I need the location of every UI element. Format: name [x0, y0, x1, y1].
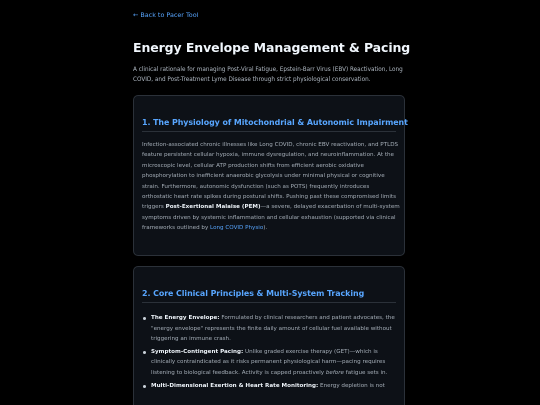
list-item-text: Formulated by clinical researchers and patient advocates, the "energy envelope" represents the finite daily amount of cellular fuel available without triggering an immune crash. [151, 315, 395, 343]
back-to-pacer-tool-link[interactable]: ← Back to Pacer Tool [133, 11, 199, 19]
section-divider [142, 131, 396, 132]
bullet-icon [143, 317, 146, 320]
list-item-text: Unlike graded exercise therapy (GET)—which is clinically contraindicated as it risks permanent physiological harm—pacing requires listening to biological feedback. Activity is capped proactively [151, 348, 386, 376]
list-item-energy-envelope [142, 313, 400, 345]
bullet-icon [143, 385, 146, 388]
list-item-term: Multi-Dimensional Exertion & Heart Rate Monitoring: [151, 382, 319, 389]
section-divider [142, 302, 396, 303]
section-heading-principles: 2. Core Clinical Principles & Multi-System Tracking [142, 289, 365, 298]
list-item-emphasis: before [325, 369, 344, 376]
body-text-continued: —a severe, delayed exacerbation of multi-system symptoms driven by systemic inflammation and cellular exhaustion (supported via clinical frameworks outlined by [142, 204, 400, 232]
page-intro: A clinical rationale for managing Post-Viral Fatigue, Epstein-Barr Virus (EBV) Reactivation, Long COVID, and Post-Treatment Lyme Disease through strict physiological conservation. [133, 67, 403, 83]
list-item-text-end: fatigue sets in. [343, 369, 388, 376]
body-text: Infection-associated chronic illnesses like Long COVID, chronic EBV reactivation, and PTLDS feature persistent cellular hypoxia, immune dysregulation, and neuroinflammation. At the microscopic level, cellular ATP production shifts from efficient aerobic oxidative phosphorylation to inefficient anaerobic glycolysis under minimal physical or cognitive strain. Furthermore, autonomic dysfunction (such as POTS) frequently introduces orthostatic heart rate spikes during postural shifts. Pushing past these compromised limits triggers [142, 142, 399, 211]
section-heading-physiology: 1. The Physiology of Mitochondrial & Autonomic Impairment [142, 118, 408, 127]
bullet-icon [143, 351, 146, 354]
physiology-section-body [142, 140, 400, 234]
list-item-term: Symptom-Contingent Pacing: [151, 348, 244, 355]
list-item-text: Energy depletion is not [318, 382, 385, 389]
list-item-heart-rate-monitoring [142, 381, 400, 392]
principles-section-card [133, 266, 405, 405]
body-text-end: ). [263, 225, 268, 232]
pem-term: Post-Exertional Malaise (PEM) [165, 204, 261, 211]
list-item-symptom-pacing [142, 347, 400, 379]
principles-list [142, 313, 400, 393]
page-title: Energy Envelope Management & Pacing [133, 40, 411, 55]
physiology-section-card [133, 95, 408, 256]
long-covid-physio-link[interactable]: Long COVID Physio [210, 225, 264, 232]
list-item-term: The Energy Envelope: [151, 315, 220, 321]
